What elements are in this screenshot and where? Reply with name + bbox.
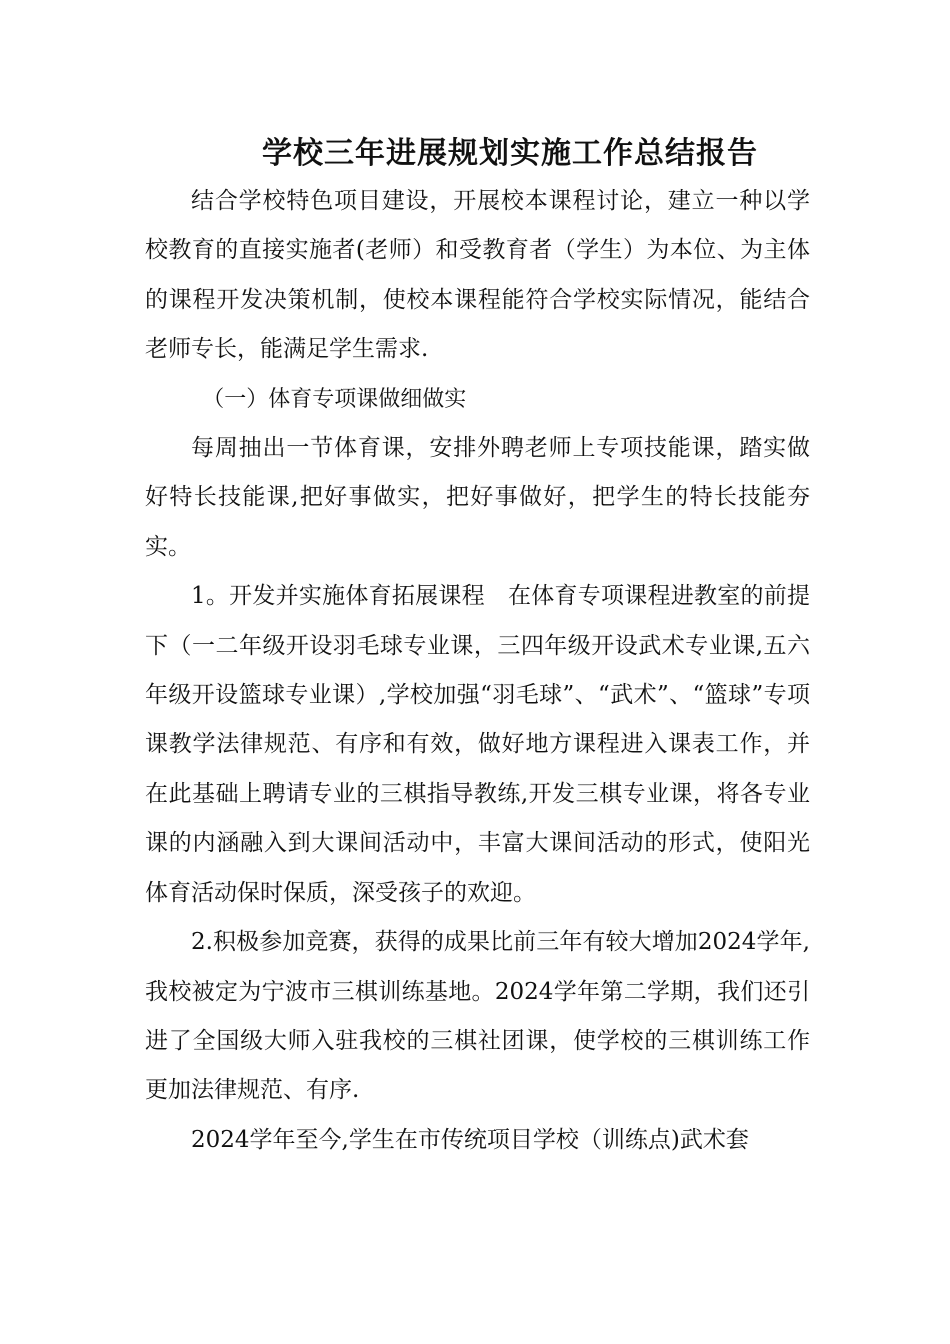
paragraph-item-1: 1。开发并实施体育拓展课程 在体育专项课程进教室的前提下（一二年级开设羽毛球专业课，三四年级开设武术专业课,五六年级开设篮球专业课）,学校加强“羽毛球”、“武术”、“篮球”专项课教学法律规范、有序和有效，做好地方课程进入课表工作，并在此基础上聘请专业的三棋指导教练,开发三棋专业课，将各专业课的内涵融入到大课间活动中，丰富大课间活动的形式，使阳光体育活动保时保质，深受孩子的欢迎。 xyxy=(145,583,810,906)
document-body xyxy=(145,177,810,1165)
document-title: 学校三年进展规划实施工作总结报告 xyxy=(262,136,758,171)
section-heading: （一）体育专项课做细做实 xyxy=(202,386,467,412)
paragraph-item-2: 2.积极参加竞赛，获得的成果比前三年有较大增加2024学年,我校被定为宁波市三棋训练基地。2024学年第二学期，我们还引进了全国级大师入驻我校的三棋社团课，使学校的三棋训练工作更加法律规范、有序. xyxy=(145,929,810,1104)
paragraph-intro: 结合学校特色项目建设，开展校本课程讨论，建立一种以学校教育的直接实施者(老师）和受教育者（学生）为本位、为主体的课程开发决策机制，使校本课程能符合学校实际情况，能结合老师专长，能满足学生需求. xyxy=(145,188,810,363)
paragraph-pe-lessons: 每周抽出一节体育课，安排外聘老师上专项技能课，踏实做好特长技能课,把好事做实，把好事做好，把学生的特长技能夯实。 xyxy=(145,435,810,560)
paragraph-continued: 2024学年至今,学生在市传统项目学校（训练点)武术套 xyxy=(191,1126,749,1153)
